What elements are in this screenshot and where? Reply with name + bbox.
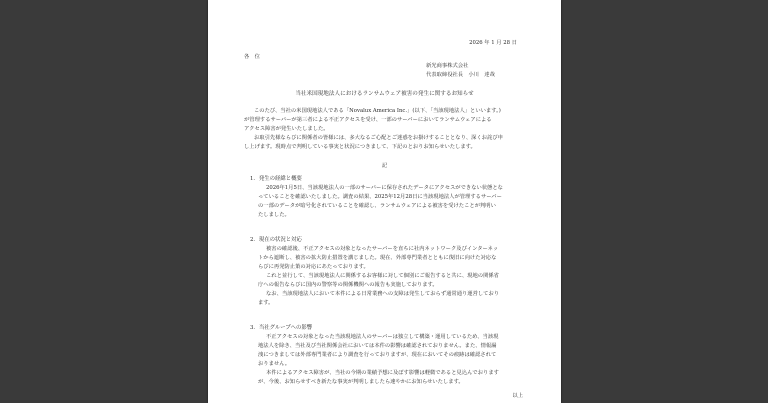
section-heading: 2．現在の状況と対応 xyxy=(250,237,302,243)
section-line: 庁への報告ならびに国内の警察等の関係機関への報告も実施しております。 xyxy=(258,282,438,288)
section-line: 本件によるアクセス障害が、当社の今期の業績予想に及ぼす影響は軽微であると見込んでおります xyxy=(266,370,499,376)
intro-line: このたび、当社の米国現地法人である「Novalux America Inc.」(以下、「当該現地法人」といいます。) xyxy=(254,108,501,114)
ki-marker: 記 xyxy=(381,163,388,169)
section-line: これと並行して、当該現地法人に関係するお客様に対して個別にご報告すると共に、現地の関係省 xyxy=(266,273,499,279)
intro-line: が管理するサーバーが第三者による不正アクセスを受け、一部のサーバーにおいてランサムウェアによる xyxy=(244,117,492,123)
section-line: 2026年1月5日、当該現地法人の一部のサーバーに保存されたデータにアクセスができない状態とな xyxy=(266,185,503,191)
section-line: 地法人を除き、当社及び当社関係会社においては本件の影響は確認されておりません。また、情報漏 xyxy=(258,343,497,349)
intro-line: アクセス障害が発生いたしました。 xyxy=(244,126,329,132)
intro-line: お取引先様ならびに関係者の皆様には、多大なるご心配とご迷惑をお掛けすることとなり、深くお詫び申 xyxy=(254,135,503,141)
section-line: 洩につきましては外部専門業者により調査を行っておりますが、現在においてその痕跡は確認されて xyxy=(258,352,497,358)
section-line: らびに再発防止策の対応にあたっております。 xyxy=(258,264,369,270)
section-line: おりません。 xyxy=(258,361,291,367)
section-line: が、今後、お知らせすべき新たな事実が判明しましたら速やかにお知らせいたします。 xyxy=(258,379,464,385)
section-line: 被害の確認後、不正アクセスの対象となったサーバーを直ちに社内ネットワーク及びインターネッ xyxy=(266,246,499,252)
intro-line: し上げます。現時点で判明している事実と状況につきまして、下記のとおりお知らせいたします。 xyxy=(244,144,476,150)
representative: 代表取締役社長 小川 達哉 xyxy=(426,72,495,78)
document-page xyxy=(208,0,561,403)
section-line: なお、当該現地法人において本件による日常業務への支障は発生しておらず通常通り運営しており xyxy=(266,291,500,297)
section-line: の一部のデータが暗号化されていることを確認し、ランサムウェアによる被害を受けたことが判明い xyxy=(258,203,496,209)
company-name: 新光商事株式会社 xyxy=(426,63,469,69)
section-heading: 3．当社グループへの影響 xyxy=(250,325,313,331)
section-line: ます。 xyxy=(258,300,274,306)
document-date: 2026 年 1 月 28 日 xyxy=(469,40,517,46)
addressee: 各 位 xyxy=(244,54,260,60)
closing-marker: 以上 xyxy=(512,393,523,399)
section-heading: 1．発生の経緯と概要 xyxy=(250,176,302,182)
document-title: 当社米国現地法人におけるランサムウェア被害の発生に関するお知らせ xyxy=(295,91,474,97)
section-line: トから遮断し、被害の拡大防止措置を講じました。現在、外部専門業者とともに復旧に向けた対応な xyxy=(258,255,497,261)
section-line: 不正アクセスの対象となった当該現地法人のサーバーは独立して構築・運用しているため、当該現 xyxy=(266,334,499,340)
section-line: っていることを確認いたしました。調査の結果、2025年12月28日に当該現地法人が管理するサーバー xyxy=(258,194,502,200)
section-line: たしました。 xyxy=(258,212,290,218)
